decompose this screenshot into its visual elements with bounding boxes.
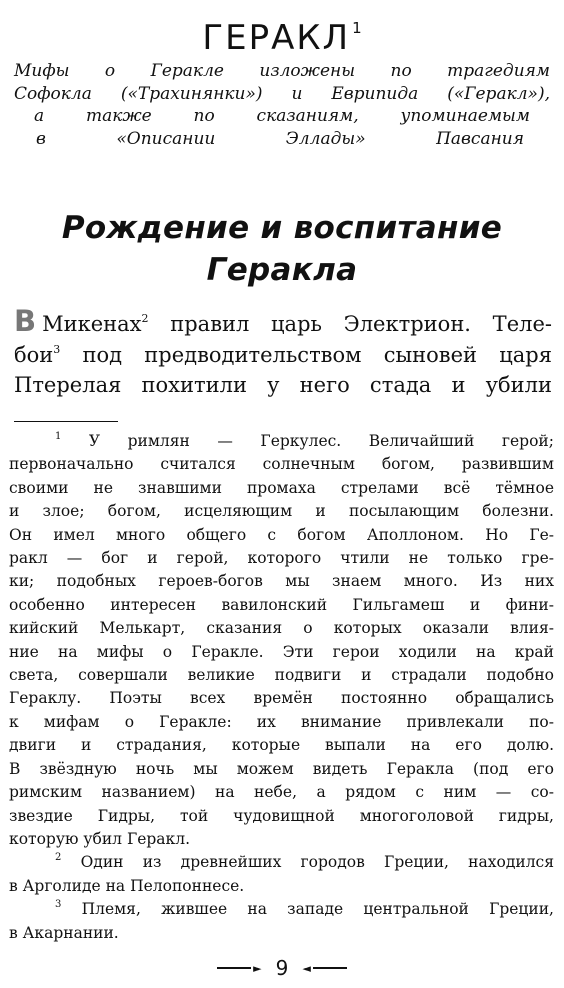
body-text-fragment: Микенах	[42, 312, 142, 336]
epigraph-line: в «Описании Эллады» Павсания	[36, 128, 524, 149]
footnote-line: своими не знавшими промаха стрелами всё тёмное	[9, 478, 554, 497]
footnote-line: которую убил Геракл.	[9, 829, 191, 848]
footnote-line	[9, 430, 554, 453]
footnote-ref: 3	[53, 342, 61, 356]
page-footer	[0, 955, 564, 981]
drop-cap: В	[14, 304, 37, 338]
footnote-line: в Арголиде на Пелопоннесе.	[9, 876, 245, 895]
arrow-left-icon: ◄	[302, 961, 311, 975]
footnote-line: Гераклу. Поэты всех времён постоянно обращались	[9, 689, 554, 708]
body-paragraph	[14, 306, 552, 401]
body-text-fragment: бои	[14, 342, 54, 367]
footer-rule-left	[217, 967, 251, 969]
chapter-title-text: ГЕРАКЛ	[202, 18, 351, 58]
footer-rule-right	[313, 967, 347, 969]
epigraph-line: Софокла («Трахинянки») и Еврипида («Геракл»),	[14, 83, 550, 104]
body-line	[14, 306, 552, 340]
footnote-line: звездие Гидры, той чудовищной многоголовой гидры,	[9, 806, 554, 825]
footnote-line	[9, 898, 554, 921]
body-line	[14, 340, 552, 371]
epigraph-line: а также по сказаниям, упоминаемым	[34, 106, 530, 126]
footnote-line: к мифам о Геракле: их внимание привлекали по-	[9, 712, 554, 731]
footnote-line: особенно интересен вавилонский Гильгамеш и фини-	[9, 595, 554, 614]
footnote-line: света, совершали великие подвиги и страдали подобно	[9, 666, 554, 685]
footnote-line: в Акарнании.	[9, 923, 119, 942]
body-text-fragment: правил царь Электрион. Теле-	[170, 312, 552, 336]
body-text-fragment: под предводительством сыновей царя	[82, 342, 552, 367]
footnote-line: и злое; богом, исцеляющим и посылающим болезни.	[9, 502, 554, 521]
footnote-marker: 3	[55, 899, 62, 911]
footnote-marker: 2	[55, 852, 62, 864]
footnote-divider	[14, 421, 118, 422]
footnote-line: римским названием) на небе, а рядом с ним — со-	[9, 783, 554, 802]
footnote-ref: 1	[352, 19, 362, 37]
footnote-line: ракл — бог и герой, которого чтили не только гре-	[9, 549, 554, 568]
footnote-ref: 2	[141, 312, 149, 325]
footnote-line: двиги и страдания, которые выпали на его долю.	[9, 736, 554, 755]
footnote-line: ние на мифы о Геракле. Эти герои ходили на край	[9, 642, 554, 661]
epigraph	[14, 60, 550, 150]
footnotes	[9, 430, 554, 945]
footnote-line: кийский Мелькарт, сказания о которых оказали влия-	[9, 619, 554, 638]
footnote-line: первоначально считался солнечным богом, развившим	[9, 455, 554, 474]
footnote-line: ки; подобных героев-богов мы знаем много. Из них	[9, 572, 554, 591]
arrow-right-icon: ►	[253, 961, 262, 975]
chapter-title	[0, 8, 564, 58]
footnote-line: В звёздную ночь мы можем видеть Геракла (под его	[9, 759, 554, 778]
section-title-line: Рождение и воспитание	[61, 210, 503, 246]
body-line: Птерелая похитили у него стада и убили	[14, 373, 552, 397]
epigraph-line: Мифы о Геракле изложены по трагедиям	[14, 61, 550, 81]
section-title-line: Геракла	[206, 252, 358, 288]
footnote-text: Племя, жившее на западе центральной Греции,	[81, 900, 554, 919]
footnote-line	[9, 851, 554, 874]
footnote-marker: 1	[55, 431, 62, 442]
page-number: 9	[275, 956, 289, 980]
footnote-text: У римлян — Геркулес. Величайший герой;	[88, 432, 554, 450]
footnote-text: Один из древнейших городов Греции, находился	[80, 853, 554, 872]
footnote-line: Он имел много общего с богом Аполлоном. Но Ге-	[9, 525, 554, 544]
section-title	[0, 207, 564, 291]
